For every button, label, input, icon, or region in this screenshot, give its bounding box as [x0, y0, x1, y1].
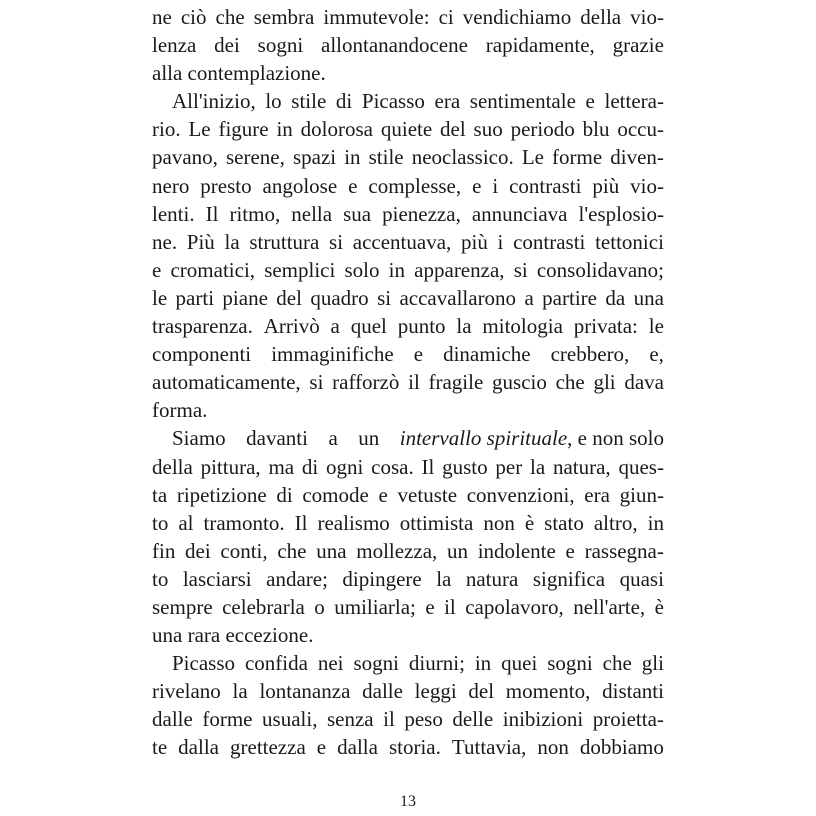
text-line: ta ripetizione di comode e vetuste convenzioni, era giun-	[152, 482, 664, 507]
text-line: lenti. Il ritmo, nella sua pienezza, annunciava l'esplosio-	[152, 201, 664, 226]
text-line: forma.	[152, 398, 208, 423]
text-segment: , e non solo	[567, 426, 664, 451]
text-line: sempre celebrarla o umiliarla; e il capolavoro, nell'arte, è	[152, 594, 664, 619]
emphasis-text: intervallo spirituale	[399, 426, 568, 451]
text-line: ne ciò che sembra immutevole: ci vendichiamo della vio-	[152, 5, 664, 29]
text-line: alla contemplazione.	[152, 61, 326, 86]
text-line: to lasciarsi andare; dipingere la natura significa quasi	[152, 566, 664, 591]
text-line: to al tramonto. Il realismo ottimista non è stato altro, in	[152, 510, 664, 535]
body-text	[152, 3, 664, 762]
text-line: lenza dei sogni allontanandocene rapidamente, grazie	[152, 33, 664, 58]
text-line: rio. Le figure in dolorosa quiete del suo periodo blu occu-	[152, 117, 664, 142]
text-line: nero presto angolose e complesse, e i contrasti più vio-	[152, 173, 664, 198]
text-line: fin dei conti, che una mollezza, un indolente e rassegna-	[152, 538, 664, 563]
text-line: trasparenza. Arrivò a quel punto la mitologia privata: le	[152, 314, 664, 339]
text-line: una rara eccezione.	[152, 623, 314, 648]
text-line: automaticamente, si rafforzò il fragile guscio che gli dava	[152, 370, 664, 395]
text-line: rivelano la lontananza dalle leggi del momento, distanti	[152, 679, 664, 704]
text-line: della pittura, ma di ogni cosa. Il gusto per la natura, ques-	[152, 454, 664, 479]
text-line: le parti piane del quadro si accavallarono a partire da una	[152, 285, 664, 310]
text-line: pavano, serene, spazi in stile neoclassico. Le forme diven-	[152, 145, 664, 170]
text-line: Picasso confida nei sogni diurni; in quei sogni che gli	[172, 651, 664, 676]
text-line: dalle forme usuali, senza il peso delle inibizioni proietta-	[152, 707, 664, 732]
text-line: componenti immaginifiche e dinamiche crebbero, e,	[152, 342, 664, 367]
text-line: te dalla grettezza e dalla storia. Tuttavia, non dobbiamo	[152, 735, 664, 760]
paragraph	[152, 649, 664, 761]
text-line: ne. Più la struttura si accentuava, più i contrasti tettonici	[152, 229, 664, 254]
paragraph	[152, 87, 664, 424]
text-line: Siamo davanti a un intervallo spirituale, e non solo	[152, 424, 664, 452]
text-line: All'inizio, lo stile di Picasso era sentimentale e lettera-	[172, 89, 664, 114]
page-number: 13	[400, 793, 416, 810]
paragraph	[152, 424, 664, 649]
text-line: e cromatici, semplici solo in apparenza, si consolidavano;	[152, 257, 664, 282]
paragraph	[152, 3, 664, 87]
